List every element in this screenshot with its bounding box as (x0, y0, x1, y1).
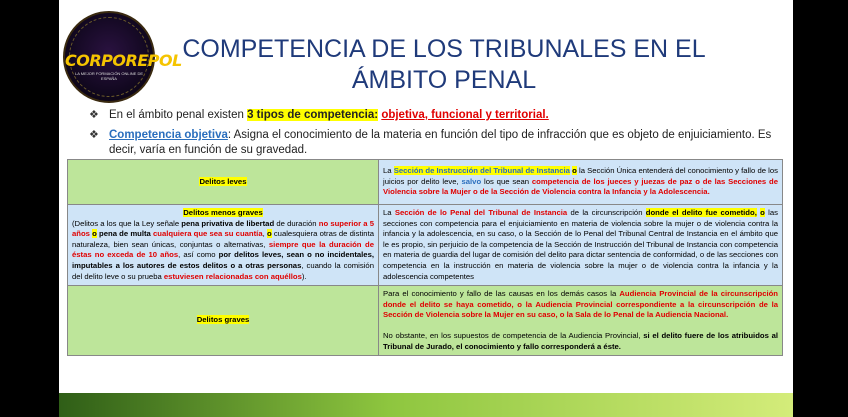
label-delitos-menos-graves: Delitos menos graves (183, 208, 263, 217)
text: o (266, 229, 272, 239)
table-row-leves (68, 160, 783, 205)
bullet-list (89, 108, 779, 163)
diamond-bullet-icon: ❖ (89, 109, 99, 121)
label-delitos-graves: Delitos graves (196, 315, 250, 325)
bullet-2-term: Competencia objetiva (109, 129, 228, 141)
bottom-decorative-bar (59, 393, 793, 417)
text: si el delito fuere de los atribuidos al Tribunal de Jurado, el conocimiento y fallo corresponderá a éste. (383, 330, 778, 351)
text: las secciones con competencia para el enjuiciamiento en materia de violencia sobre la mujer o de violencia contra la infancia y la adolescencia, en su caso, o la Sección de lo Penal del Tribunal Central de Instancia en el ámbito que le es propio, sin perjuicio de la competencia de la Sección de Instrucción del Tribunal de Instancia con competencia en materia de guardia del lugar de comisión del delito para dictar sentencia de conformidad, o de las secciones con competencia en la instrucción en materia de violencia sobre la mujer o de violencia contra la infancia y la adolescencia competentes (383, 208, 778, 281)
cell-graves-description (379, 286, 783, 356)
text: , así como (178, 250, 219, 260)
cell-leves-description (379, 160, 783, 205)
diamond-bullet-icon: ❖ (89, 129, 99, 141)
label-delitos-leves: Delitos leves (199, 176, 247, 186)
text: por delitos leves, sean o no incidentales, imputables a los autores de estos delitos o a otras personas (72, 250, 374, 270)
text: competencia de los jueces y juezas de paz o de las Secciones de Violencia sobre la Mujer o de la Sección de Violencia contra la Infancia y la Adolescencia. (383, 176, 778, 197)
cell-menos-graves-description (379, 205, 783, 286)
slide-title (169, 34, 719, 96)
graves-paragraph-2 (383, 331, 778, 352)
text: La (383, 208, 395, 217)
text: o (760, 208, 765, 217)
text: , (262, 229, 267, 239)
table-row-menos-graves (68, 205, 783, 286)
text: (Delitos a los que la Ley señale (72, 218, 182, 228)
text: La (383, 166, 394, 176)
competence-table (67, 159, 783, 356)
table-row-graves (68, 286, 783, 356)
bullet-1-highlight: 3 tipos de competencia: (247, 109, 379, 121)
text: cualesquiera otras de distinta naturaleza, bien sean únicas, conjuntas o alternativas, (72, 229, 374, 249)
logo-subtitle: LA MEJOR FORMACIÓN ONLINE DE ESPAÑA (74, 71, 143, 81)
cell-delitos-graves (68, 286, 379, 356)
spacer (383, 321, 778, 331)
cell-delitos-menos-graves (68, 205, 379, 286)
logo-text: CORPOREPOL (65, 51, 182, 70)
title-line-1: COMPETENCIA DE LOS TRIBUNALES EN EL (182, 35, 706, 63)
text: Sección de Instrucción del Tribunal de Instancia (393, 166, 570, 176)
text: o (572, 166, 577, 176)
text: cualquiera que sea su cuantía (153, 229, 263, 239)
menos-graves-title-wrap (72, 208, 374, 219)
text: No obstante, en los supuestos de competencia de la Audiencia Provincial, (383, 330, 644, 340)
text: de duración (274, 218, 319, 228)
text: , cuando la comisión del delito leve o su prueba (72, 260, 374, 281)
cell-delitos-leves (68, 160, 379, 205)
text: Para el conocimiento y fallo de las causas en los demás casos la (383, 289, 620, 299)
text: no superior a 5 años (72, 218, 374, 239)
text: la Sección Única entenderá del conocimiento y fallo de los juicios por delito leve, (383, 166, 778, 186)
text: estuviesen relacionadas con aquéllos (163, 271, 302, 281)
text: los que sean (481, 176, 532, 186)
title-line-2: ÁMBITO PENAL (351, 66, 537, 94)
slide (59, 0, 793, 417)
text: ). (301, 271, 307, 281)
corporepol-logo (63, 11, 182, 103)
bullet-1-pre: En el ámbito penal existen (109, 109, 248, 121)
text: pena privativa de libertad (181, 218, 275, 228)
text: salvo (461, 176, 482, 186)
graves-paragraph-1 (383, 289, 778, 321)
text: donde el delito fue cometido, (645, 208, 757, 217)
bullet-types (89, 108, 779, 123)
text: pena de multa (99, 229, 151, 239)
bullet-2-colon: : (227, 129, 232, 141)
bullet-2-text: Asigna el conocimiento de la materia en función del tipo de infracción que es objeto de enjuiciamiento. Es decir, varía en función de su gravedad. (109, 129, 772, 156)
bullet-objective (89, 128, 779, 158)
text: de la circunscripción (567, 208, 646, 217)
text: Audiencia Provincial de la circunscripción donde el delito se haya cometido, o la Audiencia Provincial correspondiente a la circunscripción de la Sección de Violencia sobre la Mujer en su caso, o la Sala de lo Penal de la Audiencia Nacional. (383, 289, 778, 320)
text: o (92, 229, 97, 239)
text: siempre que la duración de éstas no exceda de 10 años (72, 239, 374, 260)
text: Sección de lo Penal del Tribunal de Instancia (394, 208, 568, 217)
bullet-1-types: objetiva, funcional y territorial. (381, 109, 549, 121)
